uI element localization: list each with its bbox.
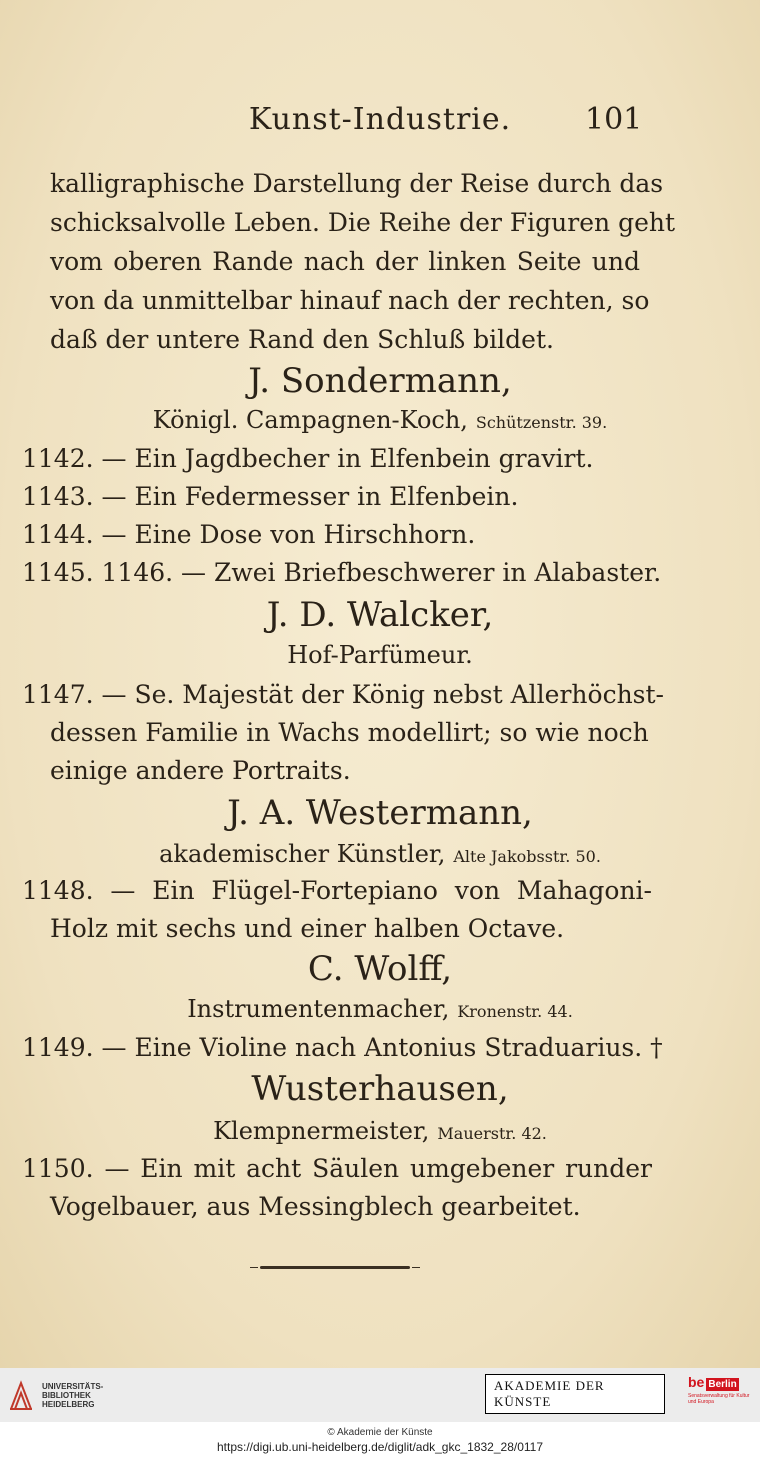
catalog-entry-cont: einige andere Portraits. <box>50 756 351 785</box>
exhibitor-name: J. A. Westermann, <box>227 793 533 833</box>
berlin-subtitle: Senatsverwaltung für Kultur und Europa <box>688 1393 750 1405</box>
exhibitor-name: J. D. Walcker, <box>266 595 494 635</box>
berlin-be: be <box>688 1374 705 1390</box>
exhibitor-trade-line <box>0 996 760 1021</box>
exhibitor-trade: Hof-Parfümeur. <box>287 641 473 669</box>
akademie-logo[interactable] <box>485 1376 665 1412</box>
catalog-entry: 1149. — Eine Violine nach Antonius Straduarius. † <box>22 1033 663 1062</box>
exhibitor-address: Kronenstr. 44. <box>457 1002 573 1021</box>
text-line: vom oberen Rande nach der linken Seite und <box>50 247 640 276</box>
text-line: kalligraphische Darstellung der Reise durch das <box>50 169 664 198</box>
catalog-entry-cont: Vogelbauer, aus Messingblech gearbeitet. <box>50 1192 581 1221</box>
exhibitor-trade-line <box>0 841 760 866</box>
page-number: 101 <box>585 102 643 137</box>
akademie-label: AKADEMIE DER KÜNSTE <box>485 1374 665 1414</box>
exhibitor-trade-line <box>0 407 760 432</box>
exhibitor-name: J. Sondermann, <box>248 361 512 401</box>
text-line: von da unmittelbar hinauf nach der rechten, so <box>50 286 650 315</box>
exhibitor-address: Alte Jakobsstr. 50. <box>453 847 601 866</box>
exhibitor-trade: akademischer Künstler, <box>159 840 446 868</box>
ub-emblem-icon <box>8 1379 34 1411</box>
copyright-notice: © Akademie der Künste <box>327 1427 433 1438</box>
exhibitor-address: Mauerstr. 42. <box>437 1124 547 1143</box>
catalog-entry: 1147. — Se. Majestät der König nebst Allerhöchst- <box>22 680 664 709</box>
berlin-logo[interactable] <box>688 1374 752 1414</box>
catalog-entry-cont: Holz mit sechs und einer halben Octave. <box>50 914 565 943</box>
catalog-entry: 1144. — Eine Dose von Hirschhorn. <box>22 520 476 549</box>
exhibitor-trade: Königl. Campagnen-Koch, <box>152 406 468 434</box>
exhibitor-address: Schützenstr. 39. <box>475 413 608 432</box>
ub-heidelberg-logo[interactable] <box>8 1376 103 1414</box>
permalink-url[interactable]: https://digi.ub.uni-heidelberg.de/diglit/adk_gkc_1832_28/0117 <box>216 1440 544 1454</box>
catalog-entry: 1148. — Ein Flügel-Fortepiano von Mahagoni- <box>22 876 652 905</box>
exhibitor-trade: Instrumentenmacher, <box>187 995 450 1023</box>
exhibitor-trade: Klempnermeister, <box>213 1117 430 1145</box>
ub-line: BIBLIOTHEK <box>42 1390 91 1400</box>
berlin-mark <box>688 1374 752 1390</box>
catalog-entry: 1150. — Ein mit acht Säulen umgebener runder <box>22 1154 652 1183</box>
page-title: Kunst-Industrie. <box>248 102 512 137</box>
running-header <box>0 100 760 144</box>
catalog-entry: 1145. 1146. — Zwei Briefbeschwerer in Alabaster. <box>22 558 662 587</box>
catalog-entry: 1142. — Ein Jagdbecher in Elfenbein gravirt. <box>22 444 594 473</box>
text-line: schicksalvolle Leben. Die Reihe der Figuren geht <box>50 208 676 237</box>
exhibitor-name: Wusterhausen, <box>251 1069 509 1109</box>
exhibitor-trade-line <box>0 1118 760 1143</box>
catalog-entry: 1143. — Ein Federmesser in Elfenbein. <box>22 482 519 511</box>
exhibitor-name: C. Wolff, <box>307 949 453 989</box>
ub-line: HEIDELBERG <box>42 1399 95 1409</box>
text-line: daß der untere Rand den Schluß bildet. <box>50 325 554 354</box>
catalog-entry-cont: dessen Familie in Wachs modellirt; so wie noch <box>50 718 649 747</box>
ub-wordmark <box>42 1382 103 1409</box>
berlin-word: Berlin <box>708 1379 737 1390</box>
end-ornament-rule <box>260 1266 410 1269</box>
ub-line: UNIVERSITÄTS- <box>42 1381 104 1391</box>
